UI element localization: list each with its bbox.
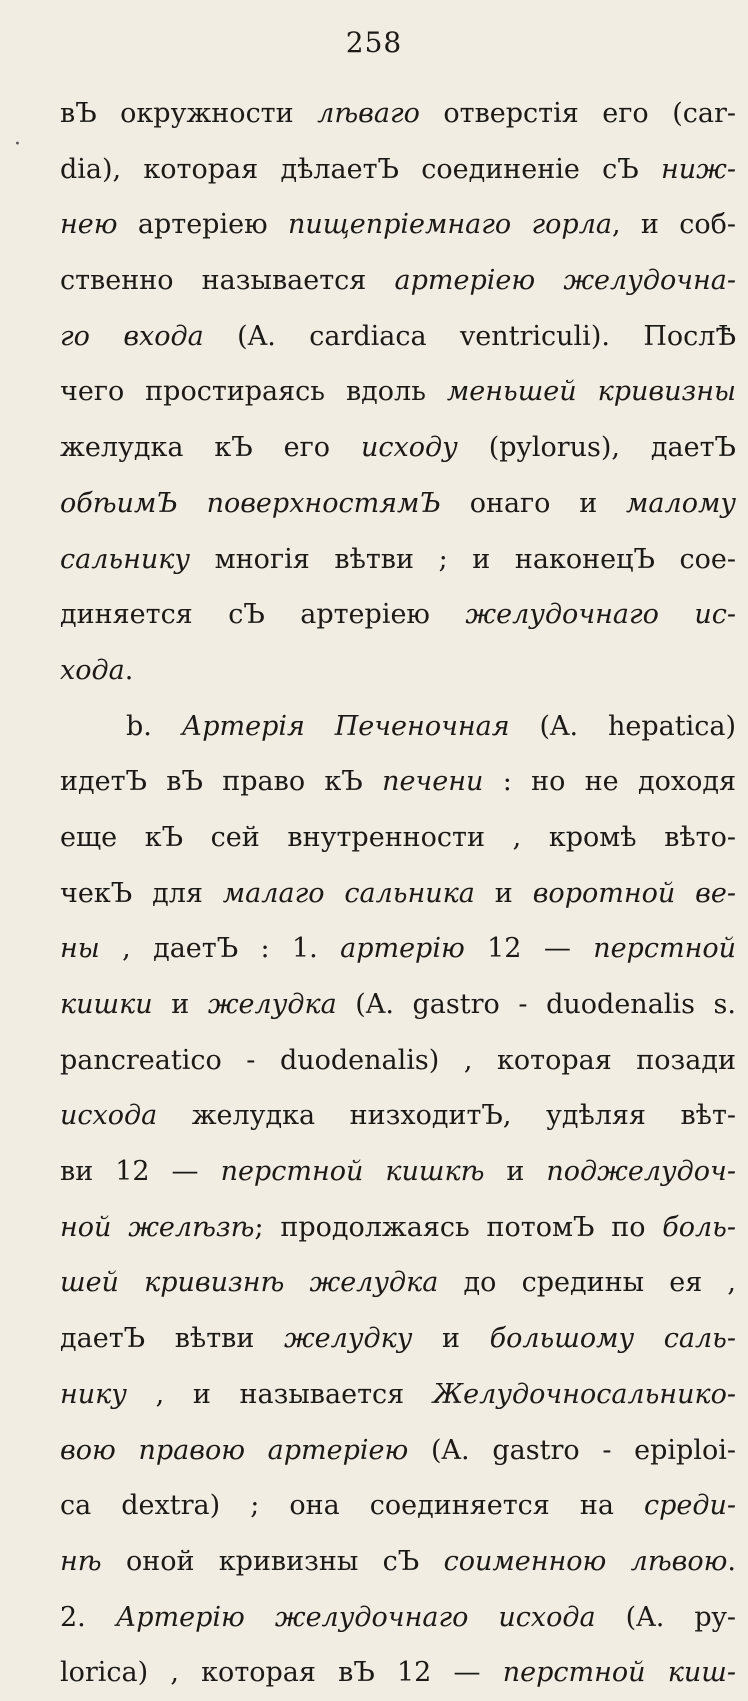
text-run: (A. gastro - duodenalis s.	[336, 989, 736, 1020]
text-run: оной кривизны сЪ	[101, 1545, 444, 1577]
italic-term: большому саль-	[489, 1323, 736, 1355]
text-run: до средины ея ,	[438, 1267, 736, 1299]
text-line	[60, 1311, 736, 1367]
text-run: (A. hepatica)	[509, 710, 736, 742]
italic-term: исхода	[60, 1100, 158, 1132]
text-line	[60, 1255, 736, 1311]
text-run: артеріею	[117, 209, 288, 241]
text-run: 12 —	[464, 933, 594, 965]
text-line	[60, 1534, 736, 1590]
italic-term: желудку	[283, 1323, 413, 1355]
text-line	[60, 810, 736, 866]
italic-term: артерію	[340, 933, 465, 965]
text-body	[60, 86, 736, 1701]
italic-term: воротной ве-	[532, 877, 736, 909]
margin-mark: ·	[14, 132, 21, 157]
text-run: lorica) , которая вЪ 12 —	[60, 1657, 503, 1689]
text-run: многія вѣтви ; и наконецЪ сое-	[190, 543, 736, 575]
italic-term: желудка	[207, 989, 337, 1020]
text-run: отверстія его (car-	[419, 98, 736, 129]
text-run: : но не доходя	[483, 766, 736, 798]
text-run: (pylorus), даетЪ	[457, 432, 736, 464]
text-run: даетЪ вѣтви	[60, 1323, 284, 1355]
text-run: , и соб-	[612, 209, 736, 241]
text-run: pancreatico - duodenalis) , которая позади	[60, 1044, 736, 1076]
italic-term: нику	[60, 1378, 127, 1410]
text-run: и	[152, 989, 208, 1020]
italic-term: ниж-	[661, 153, 736, 185]
text-run: ви 12 —	[60, 1156, 221, 1188]
italic-term: кишки	[60, 989, 153, 1020]
text-run: ; продолжаясь потомЪ по	[254, 1211, 663, 1243]
text-line	[60, 977, 736, 1033]
text-line	[60, 587, 736, 643]
italic-term: соименною лѣвою	[443, 1545, 728, 1577]
text-line	[60, 86, 736, 142]
italic-term: шей кривизнѣ желудка	[60, 1267, 439, 1299]
text-line	[60, 364, 736, 420]
text-run: (A. gastro - epiploi-	[408, 1434, 736, 1466]
italic-term: Желудочносальнико-	[432, 1378, 736, 1410]
text-run: онаго и	[440, 487, 627, 519]
italic-term: го входа	[60, 320, 204, 352]
text-run: , даетЪ : 1.	[99, 933, 341, 965]
italic-term: Артерію желудочнаго исхода	[115, 1601, 596, 1633]
text-run: ственно называется	[60, 265, 395, 297]
text-run: .	[124, 654, 134, 686]
italic-term: обѣимЪ поверхностямЪ	[60, 487, 441, 519]
italic-term: артеріею желудочна-	[394, 265, 736, 297]
text-line	[60, 643, 736, 699]
text-line	[60, 420, 736, 476]
text-line	[60, 1423, 736, 1479]
italic-term: поджелудоч-	[546, 1156, 736, 1188]
text-line	[60, 1088, 736, 1144]
text-line	[60, 1645, 736, 1701]
italic-term: хода	[60, 654, 125, 686]
text-line	[60, 754, 736, 810]
italic-term: ной желѣзѣ	[60, 1211, 255, 1243]
text-line	[60, 1367, 736, 1423]
text-run: dia), которая дѣлаетЪ соединеніе сЪ	[60, 153, 661, 185]
text-run: (A. cardiaca ventriculi). ПослѢ	[203, 320, 736, 352]
text-run: и	[484, 1156, 547, 1188]
italic-term: пищепріемнаго горла	[287, 209, 612, 241]
text-line	[60, 476, 736, 532]
italic-term: желудочнаго ис-	[465, 599, 736, 631]
italic-term: Артерія Печеночная	[181, 710, 510, 742]
text-line	[60, 866, 736, 922]
text-run: ca dextra) ; она соединяется на	[60, 1490, 644, 1522]
italic-term: сальнику	[60, 543, 191, 575]
text-line	[60, 1144, 736, 1200]
italic-term: нѣ	[60, 1545, 102, 1577]
text-run: вЪ окружности	[60, 98, 318, 129]
text-line	[60, 1200, 736, 1256]
text-run: идетЪ вЪ право кЪ	[60, 766, 383, 798]
text-line	[60, 1033, 736, 1089]
italic-term: перстной	[593, 933, 736, 965]
italic-term: меньшей кривизны	[446, 376, 736, 408]
italic-term: вою правою артеріею	[60, 1434, 409, 1466]
text-line	[60, 253, 736, 309]
italic-term: среди-	[643, 1490, 736, 1522]
text-run: (A. py-	[595, 1601, 736, 1633]
italic-term: печени	[382, 766, 484, 798]
text-line	[60, 921, 736, 977]
italic-term: перстной кишкѣ	[220, 1156, 485, 1188]
text-line	[60, 1590, 736, 1646]
italic-term: нею	[60, 209, 118, 241]
text-line	[60, 142, 736, 198]
text-run: чекЪ для	[60, 877, 223, 909]
text-run: .	[727, 1545, 736, 1577]
text-run: и	[474, 877, 533, 909]
text-line	[60, 1478, 736, 1534]
text-line	[60, 309, 736, 365]
text-line	[60, 532, 736, 588]
text-run: 2.	[60, 1601, 116, 1633]
italic-term: перстной киш-	[502, 1657, 736, 1689]
italic-term: боль-	[662, 1211, 736, 1243]
text-run: еще кЪ сей внутренности , кромѣ вѣто-	[60, 821, 736, 853]
italic-term: малаго сальника	[222, 877, 475, 909]
text-run: желудка кЪ его	[60, 432, 362, 464]
text-line	[60, 197, 736, 253]
italic-term: лѣваго	[317, 98, 420, 129]
text-run: желудка низходитЪ, удѣляя вѣт-	[157, 1100, 736, 1132]
text-line	[60, 699, 736, 755]
italic-term: исходу	[361, 432, 458, 464]
text-run: b.	[126, 710, 182, 742]
text-run: и	[412, 1323, 490, 1355]
text-run: чего простираясь вдоль	[60, 376, 447, 408]
italic-term: ны	[60, 933, 100, 965]
italic-term: малому	[626, 487, 736, 519]
page-number: 258	[345, 26, 403, 59]
text-run: диняется сЪ артеріею	[60, 599, 466, 631]
text-run: , и называется	[126, 1378, 433, 1410]
